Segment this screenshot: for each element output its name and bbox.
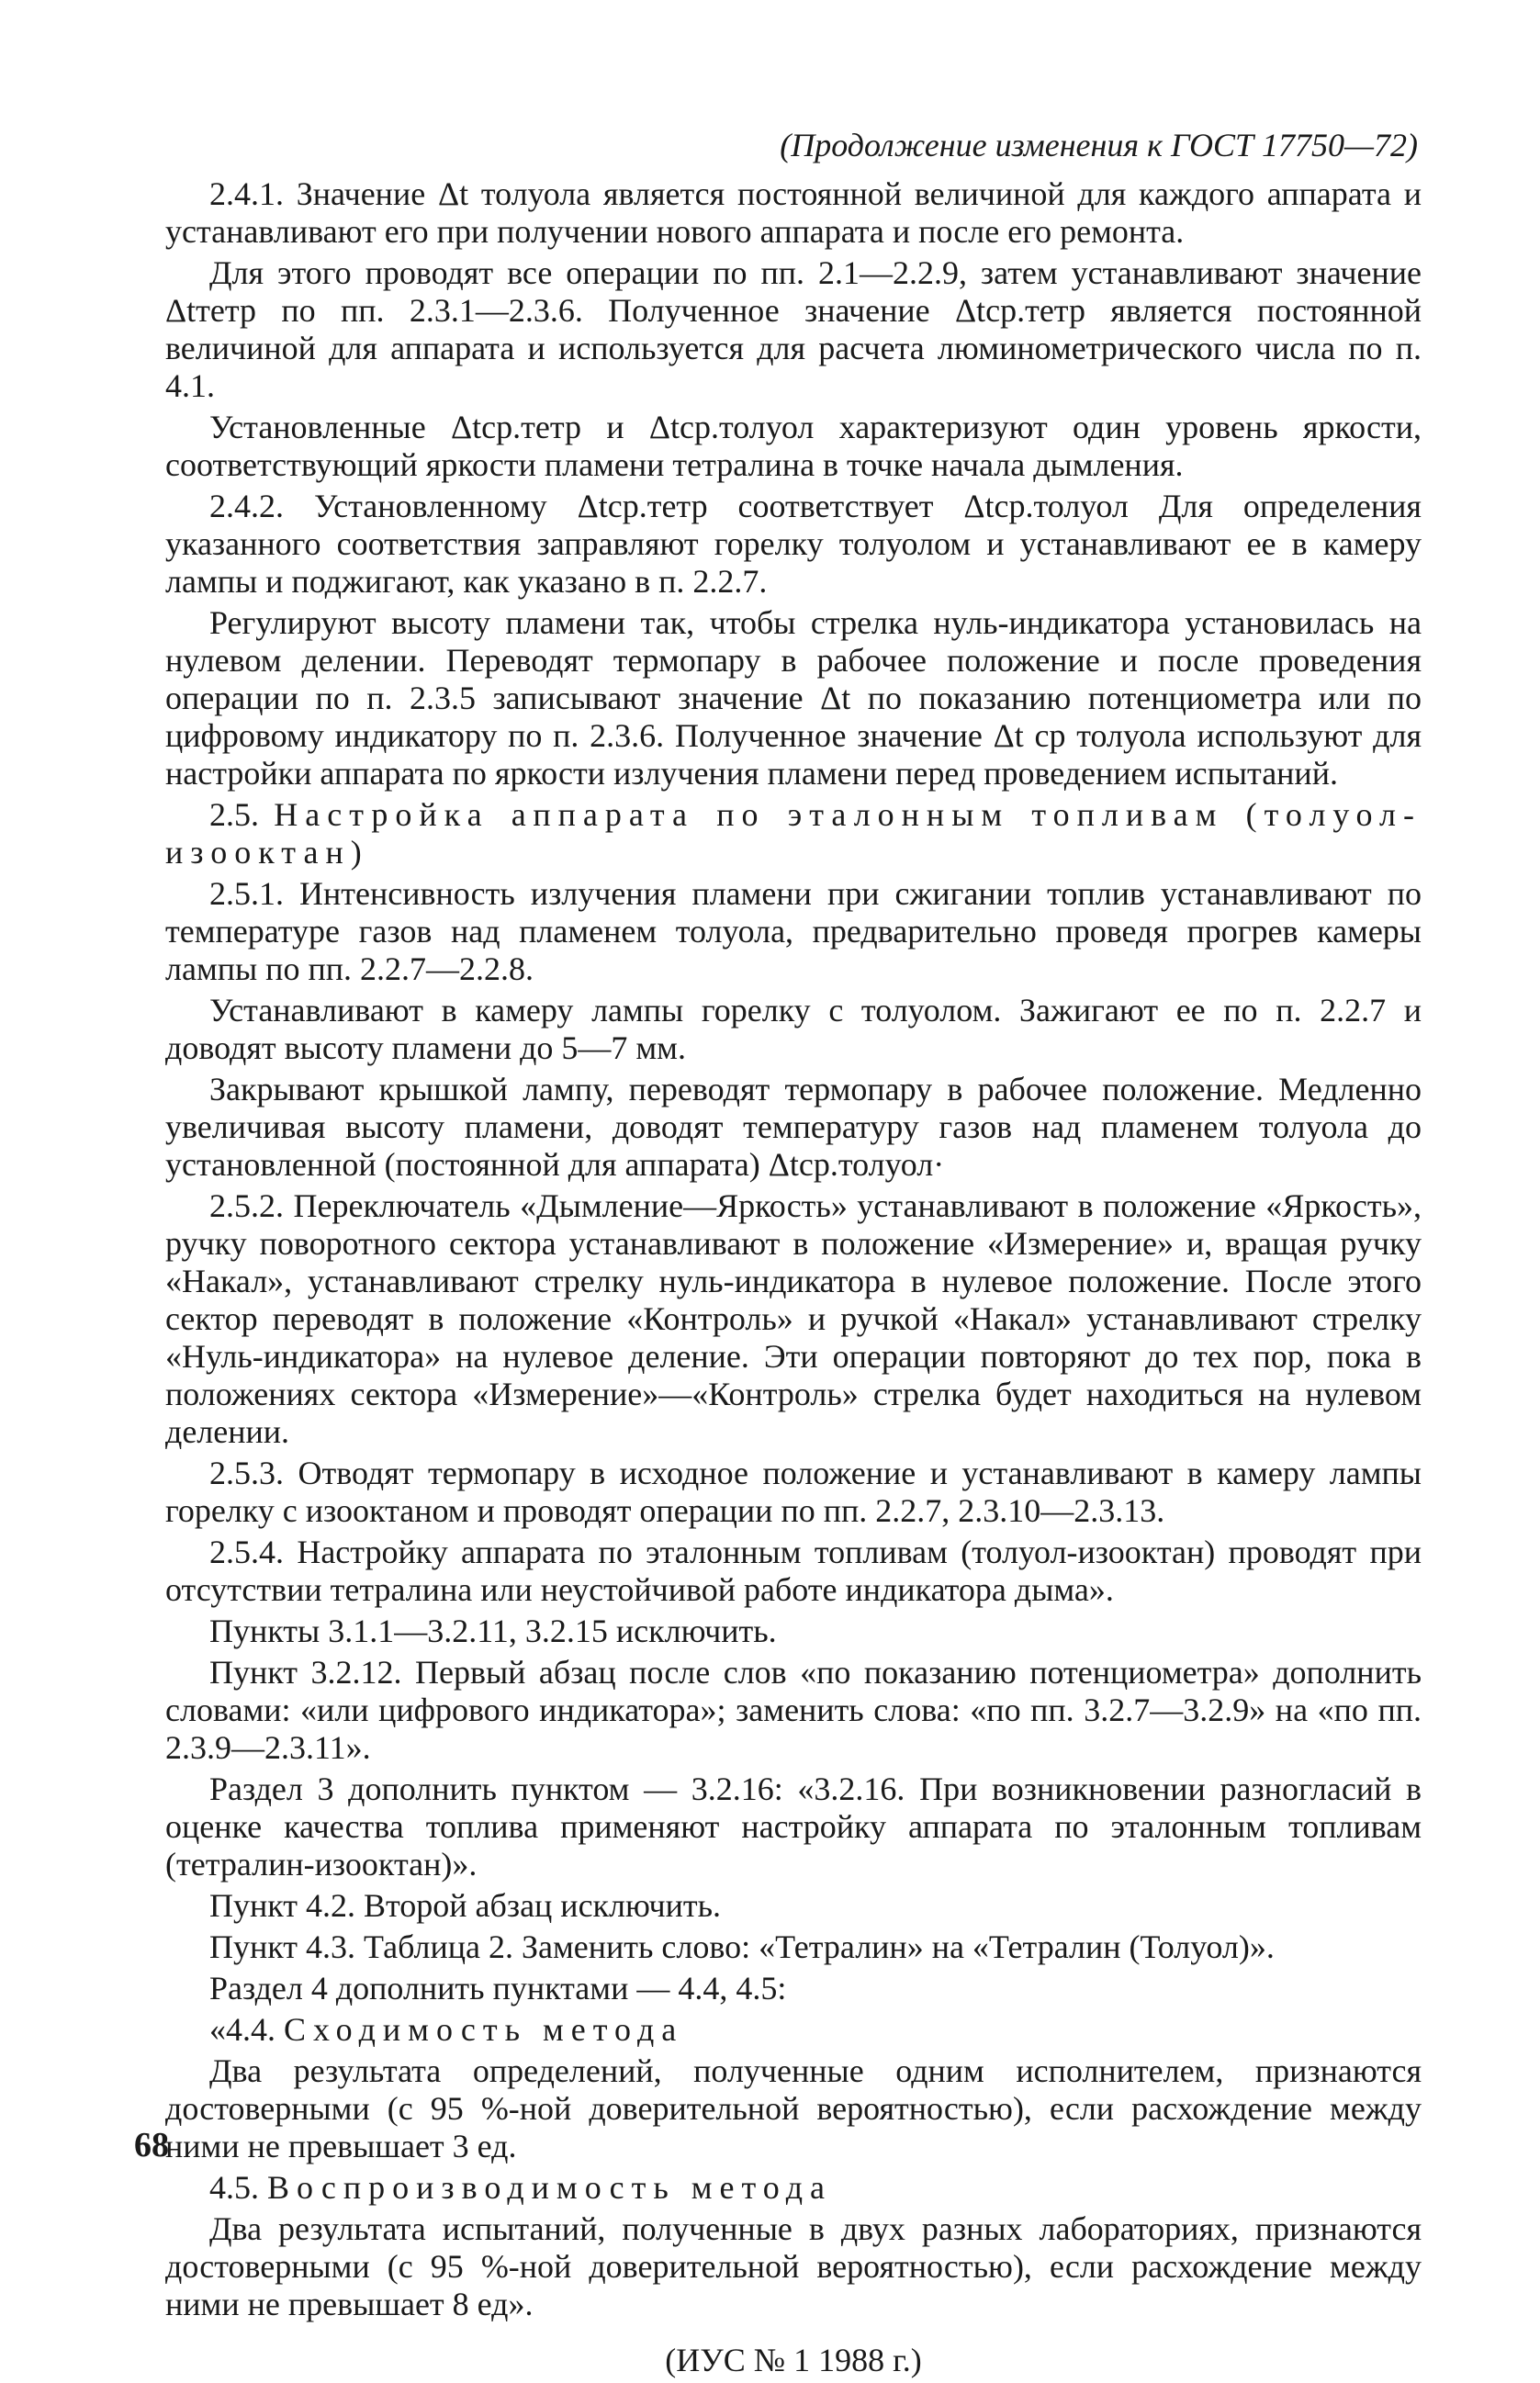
document-page [165, 127, 1422, 2383]
section-heading-4-5 [165, 2169, 1422, 2207]
paragraph: Пункты 3.1.1—3.2.11, 3.2.15 исключить. [209, 1613, 777, 1649]
paragraph: Пункт 4.2. Второй абзац исключить. [209, 1887, 722, 1924]
paragraph: 2.4.2. Установленному Δtср.тетр соответствует Δtср.толуол Для определения указанного соответствия заправляют горелку толуолом и устанавливают ее в камеру лампы и поджигают, как указано в п. 2.2.7. [165, 488, 1422, 600]
source-note: (ИУС № 1 1988 г.) [665, 2342, 922, 2378]
page-number: 68 [134, 2126, 169, 2164]
document-header: (Продолжение изменения к ГОСТ 17750—72) [780, 127, 1418, 163]
paragraph: Устанавливают в камеру лампы горелку с толуолом. Зажигают ее по п. 2.2.7 и доводят высоту пламени до 5—7 мм. [165, 992, 1422, 1066]
section-title: Сходимость метода [284, 2011, 684, 2048]
paragraph: 2.4.1. Значение Δt толуола является постоянной величиной для каждого аппарата и устанавливают его при получении нового аппарата и после его ремонта. [165, 175, 1422, 250]
paragraph: Два результата определений, полученные одним исполнителем, признаются достоверными (с 95 %-ной доверительной вероятностью), если расхождение между ними не превышает 3 ед. [165, 2052, 1422, 2164]
paragraph: 2.5.1. Интенсивность излучения пламени при сжигании топлив устанавливают по температуре газов над пламенем толуола, предварительно проведя прогрев камеры лампы по пп. 2.2.7—2.2.8. [165, 875, 1422, 987]
paragraph: Закрывают крышкой лампу, переводят термопару в рабочее положение. Медленно увеличивая высоту пламени, доводят температуру газов над пламенем толуола до установленной (постоянной для аппарата) Δtср.толуол· [165, 1071, 1422, 1183]
section-heading-4-4 [165, 2011, 1422, 2049]
paragraph: Пункт 4.3. Таблица 2. Заменить слово: «Тетралин» на «Тетралин (Толуол)». [209, 1928, 1275, 1965]
paragraph: Установленные Δtср.тетр и Δtср.толуол характеризуют один уровень яркости, соответствующий яркости пламени тетралина в точке начала дымления. [165, 409, 1422, 483]
section-number: 4.5. [209, 2169, 259, 2206]
paragraph: Для этого проводят все операции по пп. 2.1—2.2.9, затем устанавливают значение Δtтетр по пп. 2.3.1—2.3.6. Полученное значение Δtср.тетр является постоянной величиной для аппарата и используется для расчета люминометрического числа по п. 4.1. [165, 254, 1422, 404]
paragraph: Раздел 4 дополнить пунктами — 4.4, 4.5: [209, 1970, 787, 2006]
paragraph: Регулируют высоту пламени так, чтобы стрелка нуль-индикатора установилась на нулевом делении. Переводят термопару в рабочее положение и после проведения операции по п. 2.3.5 записывают значение Δt по показанию потенциометра или по цифровому индикатору по п. 2.3.6. Полученное значение Δt ср толуола используют для настройки аппарата по яркости излучения пламени перед проведением испытаний. [165, 604, 1422, 792]
section-number: «4.4. [209, 2011, 275, 2048]
paragraph: 2.5.4. Настройку аппарата по эталонным топливам (толуол-изооктан) проводят при отсутствии тетралина или неустойчивой работе индикатора дыма». [165, 1534, 1422, 1608]
paragraph: 2.5.3. Отводят термопару в исходное положение и устанавливают в камеру лампы горелку с изооктаном и проводят операции по пп. 2.2.7, 2.3.10—2.3.13. [165, 1455, 1422, 1529]
paragraph: Раздел 3 дополнить пунктом — 3.2.16: «3.2.16. При возникновении разногласий в оценке качества топлива применяют настройку аппарата по эталонным топливам (тетралин-изооктан)». [165, 1770, 1422, 1883]
paragraph: Два результата испытаний, полученные в двух разных лабораториях, признаются достоверными (с 95 %-ной доверительной вероятностью), если расхождение между ними не превышает 8 ед». [165, 2210, 1422, 2322]
paragraph: Пункт 3.2.12. Первый абзац после слов «по показанию потенциометра» дополнить словами: «или цифрового индикатора»; заменить слова: «по пп. 3.2.7—3.2.9» на «по пп. 2.3.9—2.3.11». [165, 1654, 1422, 1766]
section-title: Настройка аппарата по эталонным топливам (толуол-изооктан) [165, 796, 1422, 871]
paragraph: 2.5.2. Переключатель «Дымление—Яркость» устанавливают в положение «Яркость», ручку поворотного сектора устанавливают в положение «Измерение» и, вращая ручку «Накал», устанавливают стрелку нуль-индикатора в нулевое положение. После этого сектор переводят в положение «Контроль» и ручкой «Накал» устанавливают стрелку «Нуль-индикатора» на нулевое деление. Эти операции повторяют до тех пор, пока в положениях сектора «Измерение»—«Контроль» стрелка будет находиться на нулевом делении. [165, 1187, 1422, 1450]
section-title: Воспроизводимость метода [267, 2169, 833, 2206]
section-heading-2-5 [165, 796, 1422, 871]
section-number: 2.5. [209, 796, 259, 833]
